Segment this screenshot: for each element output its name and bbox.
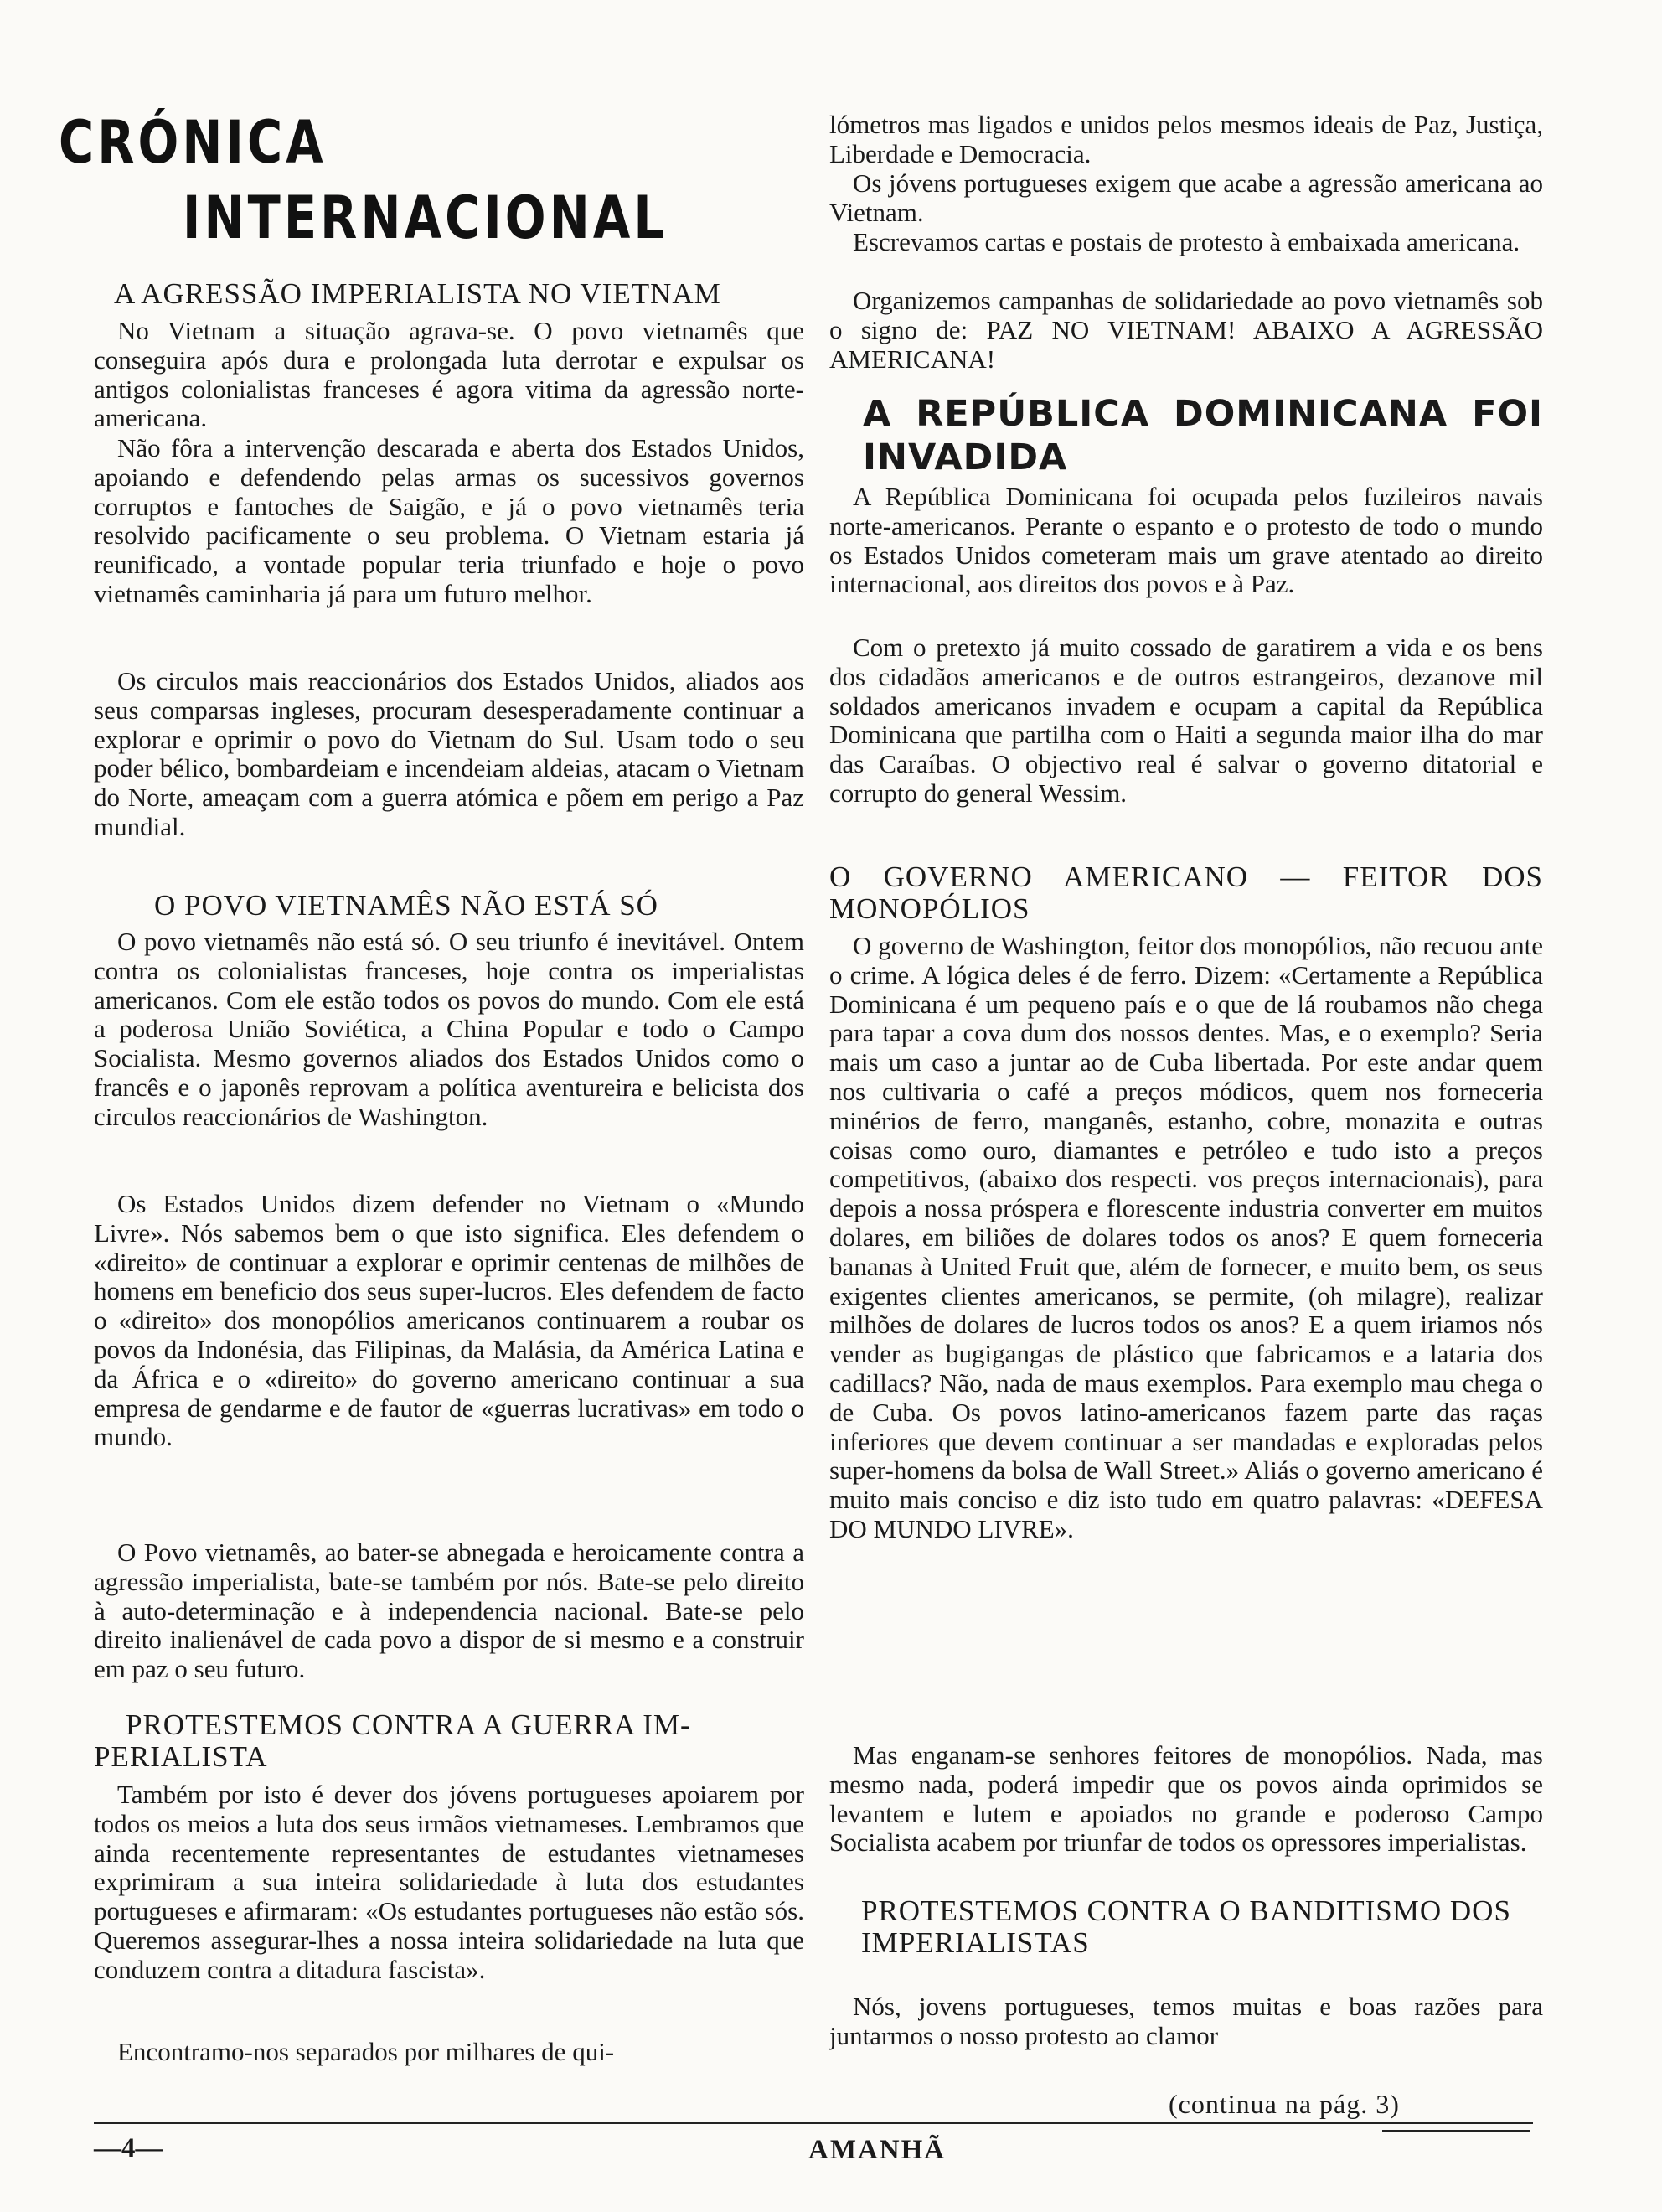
section-title-line: PROTESTEMOS CONTRA A GUERRA IM- [126, 1708, 691, 1741]
paragraph: Os circulos mais reaccionários dos Estados Unidos, aliados aos seus comparsas ingleses, procuram desesperadamente continuar a explorar e oprimir o povo do Vietnam do Sul. Usam todo o seu poder bélico, bombardeiam e incendeiam aldeias, atacam o Vietnam do Norte, ameaçam com a guerra atómica e põem em perigo a Paz mundial. [94, 666, 804, 841]
footer-divider [94, 2122, 1533, 2124]
left-column [94, 0, 804, 2162]
publication-name: AMANHÃ [808, 2135, 947, 2165]
paragraph: O povo vietnamês não está só. O seu triunfo é inevitável. Ontem contra os colonialistas franceses, hoje contra os imperialistas americanos. Com ele estão todos os povos do mundo. Com ele está a poderosa União Soviética, a China Popular e todo o Campo Socialista. Mesmo governos aliados dos Estados Unidos como o francês e o japonês reprovam a política aventureira e belicista dos circulos reaccionários de Washington. [94, 927, 804, 1131]
section-title-protest-war [94, 1708, 804, 1773]
section-title-not-alone: O POVO VIETNAMÊS NÃO ESTÁ SÓ [154, 889, 658, 922]
header-title-line2: INTERNACIONAL [183, 183, 668, 252]
section-title-protest-banditism: PROTESTEMOS CONTRA O BANDITISMO DOS IMPERIALISTAS [861, 1894, 1511, 1959]
right-column [829, 0, 1543, 2162]
page-number: —4— [94, 2133, 163, 2163]
section-title-line: PERIALISTA [94, 1740, 268, 1773]
paragraph: Encontramo-nos separados por milhares de qui- [117, 2037, 615, 2066]
section-title-dominican-republic: A REPÚBLICA DOMINICANA FOI INVADIDA [863, 393, 1543, 478]
footer-divider-accent [1382, 2130, 1530, 2132]
paragraph: Com o pretexto já muito cossado de garatirem a vida e os bens dos cidadãos americanos e de outros estrangeiros, dezanove mil soldados americanos invadem e ocupam a capital da República Dominicana que partilha com o Haiti a segunda maior ilha do mar das Caraíbas. O objectivo real é salvar o governo ditatorial e corrupto do general Wessim. [829, 633, 1543, 808]
paragraph: Os jóvens portugueses exigem que acabe a agressão americana ao Vietnam. [829, 168, 1543, 227]
paragraph: O governo de Washington, feitor dos monopólios, não recuou ante o crime. A lógica deles é de ferro. Dizem: «Certamente a República Dominicana é um pequeno país e o que de lá roubamos não chega para tapar a cova dum dos nossos dentes. Mas, e o exemplo? Seria mais um caso a juntar ao de Cuba libertada. Por este andar quem nos cultivaria o café a preços módicos, quem nos forneceria minérios de ferro, manganês, estanho, cobre, monazita e outras coisas como ouro, diamantes e petróleo e tudo isto a preços competitivos, (abaixo dos respecti. vos preços internacionais), para depois a nossa próspera e florescente industria converter em muitos dolares, em biliões de dolares todos os anos? E quem forneceria bananas à United Fruit que, além de fornecer, e muito bem, os seus exigentes clientes americanos, se permite, (oh milagre), realizar milhões de dolares de lucros todos os anos? E a quem iriamos nós vender as bugigangas de plástico que fabricamos e a lataria dos cadillacs? Não, nada de maus exemplos. Para exemplo mau chega o de Cuba. Os povos latino-americanos fazem parte das raças inferiores que devem continuar a ser mandadas e exploradas pelos super-homens da bolsa de Wall Street.» Aliás o governo americano é muito mais conciso e diz isto tudo em quatro palavras: «DEFESA DO MUNDO LIVRE». [829, 931, 1543, 1543]
paragraph: Não fôra a intervenção descarada e aberta dos Estados Unidos, apoiando e defendendo pelas armas os sucessivos governos corruptos e fantoches de Saigão, e já o povo vietnamês teria resolvido pacificamente o seu problema. O Vietnam estaria já reunificado, a vontade popular teria triunfado e hoje o povo vietnamês caminharia já para um futuro melhor. [94, 433, 804, 608]
paragraph: Organizemos campanhas de solidariedade ao povo vietnamês sob o signo de: PAZ NO VIETNAM! ABAIXO A AGRESSÃO AMERICANA! [829, 286, 1543, 374]
paragraph: lómetros mas ligados e unidos pelos mesmos ideais de Paz, Justiça, Liberdade e Democracia. [829, 110, 1543, 168]
paragraph: No Vietnam a situação agrava-se. O povo vietnamês que conseguira após dura e prolongada luta derrotar e expulsar os antigos colonialistas franceses é agora vitima da agressão norte-americana. [94, 316, 804, 433]
paragraph: Também por isto é dever dos jóvens portugueses apoiarem por todos os meios a luta dos seus irmãos vietnameses. Lembramos que ainda recentemente representantes de estudantes vietnameses exprimiram a sua inteira solidariedade à luta dos estudantes portugueses e afirmaram: «Os estudantes portugueses não estão sós. Queremos assegurar-lhes a nossa inteira solidariedade na luta que conduzem contra a ditadura fascista». [94, 1780, 804, 1984]
paragraph: O Povo vietnamês, ao bater-se abnegada e heroicamente contra a agressão imperialista, bate-se também por nós. Bate-se pelo direito à auto-determinação e à independencia nacional. Bate-se pelo direito inalienável de cada povo a dispor de si mesmo e a construir em paz o seu futuro. [94, 1538, 804, 1684]
section-title-vietnam-aggression: A AGRESSÃO IMPERIALISTA NO VIETNAM [114, 277, 721, 310]
header-title-line1: CRÓNICA [59, 108, 327, 177]
continuation-note: (continua na pág. 3) [1169, 2089, 1400, 2119]
paragraph: A República Dominicana foi ocupada pelos fuzileiros navais norte-americanos. Perante o espanto e o protesto de todo o mundo os Estados Unidos cometeram mais um grave atentado ao direito internacional, aos direitos dos povos e à Paz. [829, 482, 1543, 599]
paragraph: Escrevamos cartas e postais de protesto à embaixada americana. [853, 227, 1520, 256]
paragraph: Mas enganam-se senhores feitores de monopólios. Nada, mas mesmo nada, poderá impedir que os povos ainda oprimidos se levantem e lutem e apoiados no grande e poderoso Campo Socialista acabem por triunfar de todos os opressores imperialistas. [829, 1740, 1543, 1858]
section-title-american-government: O GOVERNO AMERICANO — FEITOR DOS MONOPÓLIOS [829, 861, 1543, 925]
paragraph: Os Estados Unidos dizem defender no Vietnam o «Mundo Livre». Nós sabemos bem o que isto significa. Eles defendem o «direito» de continuar a explorar e oprimir centenas de milhões de homens em beneficio dos seus super-lucros. Eles defendem de facto o «direito» dos monopólios americanos continuarem a roubar os povos da Indonésia, das Filipinas, da Malásia, da América Latina e da África e o «direito» do governo americano continuar a sua empresa de gendarme e de fautor de «guerras lucrativas» em todo o mundo. [94, 1189, 804, 1452]
paragraph: Nós, jovens portugueses, temos muitas e boas razões para juntarmos o nosso protesto ao clamor [829, 1992, 1543, 2050]
